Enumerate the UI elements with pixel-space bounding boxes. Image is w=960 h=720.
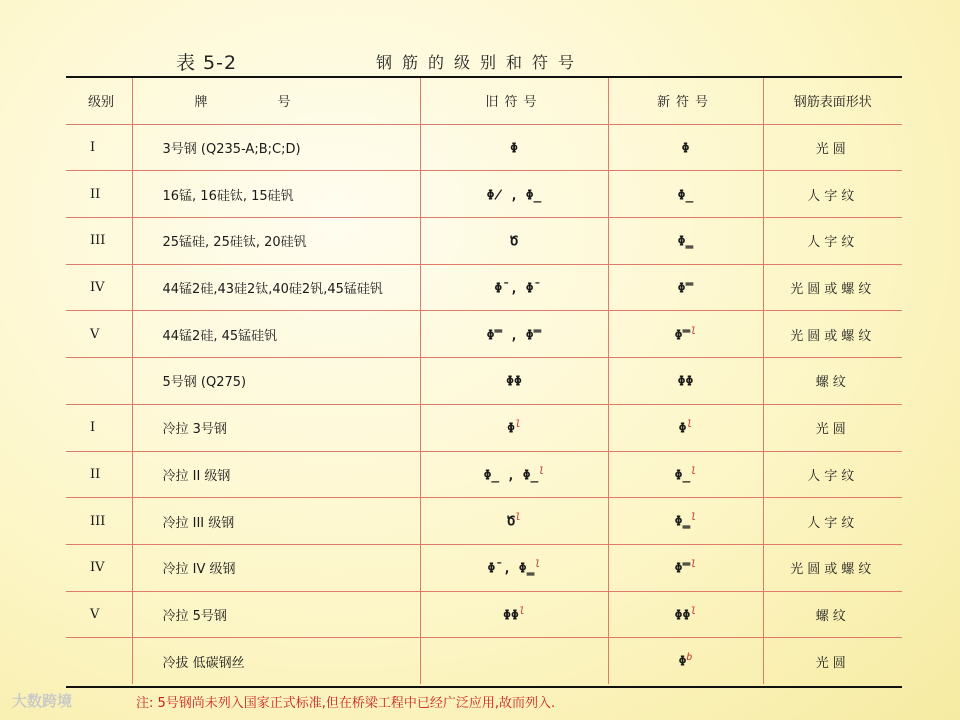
cell-surface-shape [763,311,902,358]
cell-old-symbol [420,171,608,218]
cell-surface-shape [763,171,902,218]
cell-new-symbol-superscript: b [686,652,693,664]
cell-surface-shape-text: 人字纹 [807,515,859,531]
cell-grade [66,544,132,591]
cell-new-symbol-text: Φ̿ [674,561,691,577]
cell-old-symbol [420,264,608,311]
cell-brand-text: 25锰硅, 25硅钛, 20硅钒 [162,235,307,251]
cell-brand [132,171,420,218]
cell-grade-text: I [90,140,96,156]
cell-new-symbol [608,498,763,545]
cell-old-symbol-text: ΦΦ [503,608,519,624]
cell-surface-shape-text: 人字纹 [807,188,859,204]
table-row [66,498,902,545]
table-row [66,544,902,591]
cell-brand-text: 冷拉 IV 级钢 [162,562,236,578]
cell-old-symbol [420,498,608,545]
cell-surface-shape [763,218,902,265]
cell-surface-shape [763,544,902,591]
cell-grade-text: IV [90,560,105,576]
cell-new-symbol [608,358,763,405]
cell-new-symbol [608,544,763,591]
cell-grade-text: III [90,233,106,249]
cell-old-symbol-superscript: l [514,418,521,430]
cell-new-symbol-text: ΦΦ [677,374,694,390]
cell-old-symbol [420,591,608,638]
cell-old-symbol-text: Ծ [510,234,518,250]
cell-old-symbol-superscript: l [514,512,521,524]
cell-surface-shape [763,264,902,311]
cell-surface-shape-text: 光圆或螺纹 [790,562,876,578]
cell-surface-shape [763,591,902,638]
cell-brand-text: 冷拔 低碳钢丝 [162,655,245,671]
cell-surface-shape [763,404,902,451]
cell-old-symbol-text: Φ̄ , Φ̄ [494,281,534,297]
cell-old-symbol [420,218,608,265]
cell-grade [66,264,132,311]
cell-new-symbol-text: Φ [678,421,687,437]
cell-new-symbol-superscript: l [686,418,693,430]
cell-old-symbol-text: Φ̲ , Φ̲ [483,468,539,483]
cell-old-symbol-superscript: l [534,559,541,571]
cell-old-symbol-text: Φ [507,421,515,437]
cell-grade [66,311,132,358]
cell-new-symbol [608,451,763,498]
cell-new-symbol [608,264,763,311]
cell-grade-text: V [90,606,100,622]
cell-surface-shape-text: 光圆或螺纹 [790,328,876,344]
cell-grade [66,171,132,218]
cell-old-symbol-superscript: l [518,605,525,617]
rebar-grade-table [66,78,902,684]
cell-new-symbol-superscript: l [690,559,697,571]
cell-brand [132,124,420,171]
cell-brand-text: 44锰2硅,43硅2钛,40硅2钒,45锰硅钒 [162,282,383,298]
cell-new-symbol [608,404,763,451]
cell-surface-shape [763,638,902,684]
cell-brand [132,591,420,638]
cell-grade [66,218,132,265]
cell-new-symbol-superscript: l [690,325,697,337]
cell-surface-shape [763,124,902,171]
cell-old-symbol-text: Ծ [507,514,515,530]
cell-brand-text: 冷拉 III 级钢 [162,515,235,531]
cell-brand [132,311,420,358]
table-row [66,218,902,265]
header-surface-shape: 钢筋表面形状 [763,78,902,124]
cell-grade-text: IV [90,280,105,296]
cell-grade-text: II [90,466,101,482]
table-number: 表 5-2 [176,52,238,74]
cell-brand [132,218,420,265]
cell-brand [132,498,420,545]
header-new-symbol: 新符号 [608,78,763,124]
cell-old-symbol-text: Φ [510,141,518,157]
cell-grade-text: I [90,420,96,436]
footnote: 注: 5号钢尚未列入国家正式标准,但在桥梁工程中已经广泛应用,故而列入. [136,696,556,711]
cell-new-symbol-superscript: l [690,465,697,477]
cell-surface-shape-text: 螺纹 [815,375,850,391]
table-row [66,451,902,498]
cell-new-symbol [608,311,763,358]
table-row [66,358,902,405]
cell-grade [66,451,132,498]
table-caption [0,48,960,76]
cell-surface-shape [763,451,902,498]
header-row [66,78,902,124]
cell-brand-text: 3号钢 (Q235-A;B;C;D) [162,142,301,158]
cell-surface-shape [763,498,902,545]
cell-new-symbol-text: Φ̲ [674,468,691,483]
cell-surface-shape-text: 光圆 [815,655,850,671]
table-row [66,638,902,684]
cell-brand-text: 5号钢 (Q275) [162,375,247,391]
cell-old-symbol [420,638,608,684]
table-row [66,124,902,171]
cell-old-symbol [420,311,608,358]
cell-surface-shape-text: 光圆或螺纹 [790,282,876,298]
cell-brand-text: 冷拉 II 级钢 [162,468,231,484]
cell-new-symbol-text: ΦΦ [674,608,691,624]
cell-grade [66,124,132,171]
cell-surface-shape-text: 螺纹 [815,608,850,624]
cell-surface-shape [763,358,902,405]
cell-brand [132,638,420,684]
table-row [66,264,902,311]
cell-new-symbol [608,171,763,218]
cell-surface-shape-text: 人字纹 [807,468,859,484]
cell-old-symbol-superscript: l [538,465,545,477]
cell-grade [66,591,132,638]
cell-grade-text: II [90,186,101,202]
cell-brand [132,451,420,498]
cell-brand [132,358,420,405]
cell-old-symbol-text: Φ̸ , Φ̲ [486,187,542,203]
header-brand-b: 号 [277,95,291,111]
cell-old-symbol [420,404,608,451]
header-old-symbol: 旧符号 [420,78,608,124]
cell-new-symbol [608,638,763,684]
cell-new-symbol-text: Φ̳ [677,234,694,250]
cell-brand [132,404,420,451]
cell-new-symbol-superscript: l [690,512,697,524]
header-grade: 级别 [66,78,132,124]
cell-grade [66,638,132,684]
cell-grade [66,358,132,405]
cell-old-symbol-text: ΦΦ [506,374,522,390]
cell-old-symbol [420,544,608,591]
cell-old-symbol [420,124,608,171]
header-brand-a: 牌 [194,95,208,111]
cell-surface-shape-text: 光圆 [815,142,850,158]
table-title: 钢筋的级别和符号 [376,53,585,72]
cell-new-symbol-text: Φ [681,141,690,157]
cell-brand-text: 冷拉 3号钢 [162,422,227,438]
cell-grade-text: V [90,326,100,342]
cell-new-symbol-text: Φ̲ [677,187,694,203]
cell-brand [132,544,420,591]
cell-brand-text: 16锰, 16硅钛, 15硅钒 [162,188,294,204]
watermark-logo: 大数跨境 [12,692,73,710]
cell-grade-text: III [90,513,106,529]
table-row [66,311,902,358]
bottom-rule [66,686,902,688]
cell-brand-text: 44锰2硅, 45锰硅钒 [162,328,278,344]
cell-old-symbol-text: Φ̿ , Φ̿ [486,327,542,343]
cell-new-symbol [608,124,763,171]
cell-brand-text: 冷拉 5号钢 [162,608,227,624]
cell-brand [132,264,420,311]
table-row [66,404,902,451]
cell-grade [66,404,132,451]
cell-grade [66,498,132,545]
table-row [66,591,902,638]
cell-old-symbol-text: Φ̄ , Φ̳ [487,561,535,577]
cell-new-symbol [608,218,763,265]
table-row [66,171,902,218]
cell-surface-shape-text: 光圆 [815,422,850,438]
cell-new-symbol-text: Φ̿ [674,327,691,343]
cell-new-symbol-text: Φ [678,654,687,670]
header-brand [132,78,420,124]
cell-surface-shape-text: 人字纹 [807,235,859,251]
cell-old-symbol [420,451,608,498]
cell-old-symbol [420,358,608,405]
cell-new-symbol-text: Φ̿ [677,281,694,297]
cell-new-symbol-superscript: l [690,605,697,617]
cell-new-symbol-text: Φ̳ [674,514,691,530]
cell-new-symbol [608,591,763,638]
